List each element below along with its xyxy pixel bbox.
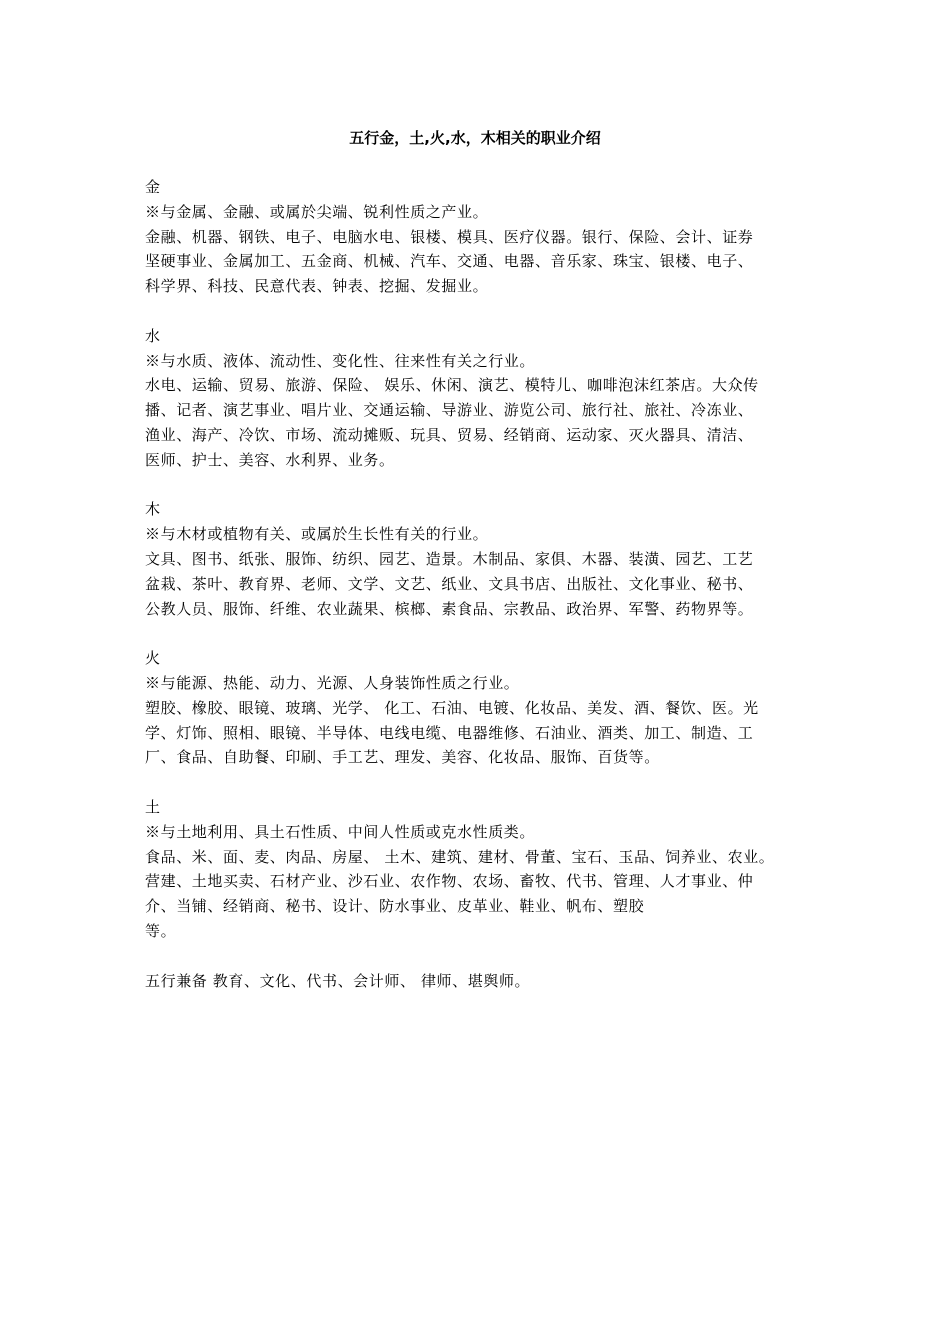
section-line: 坚硬事业、金属加工、五金商、机械、汽车、交通、电器、音乐家、珠宝、银楼、电子、 <box>145 252 754 271</box>
section-description: ※与水质、液体、流动性、变化性、往来性有关之行业。 <box>145 351 536 370</box>
section-water <box>145 324 825 473</box>
section-description: ※与土地利用、具土石性质、中间人性质或克水性质类。 <box>145 822 536 841</box>
section-line: 渔业、海产、冷饮、市场、流动摊贩、玩具、贸易、经销商、运动家、灭火器具、清洁、 <box>145 425 754 444</box>
section-line: 公教人员、服饰、纤维、农业蔬果、槟榔、素食品、宗教品、政治界、军警、药物界等。 <box>145 599 754 618</box>
section-heading: 金 <box>145 178 161 196</box>
section-line: 营建、土地买卖、石材产业、沙石业、农作物、农场、畜牧、代书、管理、人才事业、仲 <box>145 872 754 891</box>
section-line: 播、记者、演艺事业、唱片业、交通运输、导游业、游览公司、旅行社、旅社、冷冻业、 <box>145 401 754 420</box>
section-heading: 土 <box>145 797 161 816</box>
section-line: 盆栽、茶叶、教育界、老师、文学、文艺、纸业、文具书店、出版社、文化事业、秘书、 <box>145 574 754 593</box>
section-heading: 火 <box>145 649 161 668</box>
footer-section <box>145 969 825 994</box>
section-earth <box>145 795 825 944</box>
section-description: ※与金属、金融、或属於尖端、锐利性质之产业。 <box>145 202 489 221</box>
section-metal <box>145 175 825 299</box>
section-line: 水电、运输、贸易、旅游、保险、 娱乐、休闲、演艺、模特儿、咖啡泡沫红茶店。大众传 <box>145 376 759 395</box>
section-line: 介、当铺、经销商、秘书、设计、防水事业、皮革业、鞋业、帆布、塑胶 <box>145 897 645 916</box>
section-description: ※与木材或植物有关、或属於生长性有关的行业。 <box>145 525 489 544</box>
section-line: 学、灯饰、照相、眼镜、半导体、电线电缆、电器维修、石油业、酒类、加工、制造、工 <box>145 723 754 742</box>
section-line: 金融、机器、钢铁、电子、电脑水电、银楼、模具、医疗仪器。银行、保险、会计、证券 <box>145 227 754 246</box>
section-line: 食品、米、面、麦、肉品、房屋、 土木、建筑、建材、骨董、宝石、玉品、饲养业、农业。 <box>145 847 775 866</box>
section-line: 医师、护士、美容、水利界、业务。 <box>145 450 395 469</box>
section-heading: 水 <box>145 326 161 345</box>
section-wood <box>145 497 825 621</box>
section-line: 塑胶、橡胶、眼镜、玻璃、光学、 化工、石油、电镀、化妆品、美发、酒、餐饮、医。光 <box>145 698 759 717</box>
section-fire <box>145 646 825 770</box>
section-heading: 木 <box>145 500 161 519</box>
document-title: 五行金，土,火,水，木相关的职业介绍 <box>349 129 601 147</box>
section-description: ※与能源、热能、动力、光源、人身装饰性质之行业。 <box>145 673 520 692</box>
section-line: 等。 <box>145 921 177 940</box>
section-line: 科学界、科技、民意代表、钟表、挖掘、发掘业。 <box>145 277 489 296</box>
document-body <box>145 175 825 1018</box>
section-line: 厂、食品、自助餐、印刷、手工艺、理发、美容、化妆品、服饰、百货等。 <box>145 748 660 767</box>
footer-note: 五行兼备 教育、文化、代书、会计师、 律师、堪舆师。 <box>145 971 531 990</box>
section-line: 文具、图书、纸张、服饰、纺织、园艺、造景。木制品、家俱、木器、装潢、园艺、工艺 <box>145 549 754 568</box>
